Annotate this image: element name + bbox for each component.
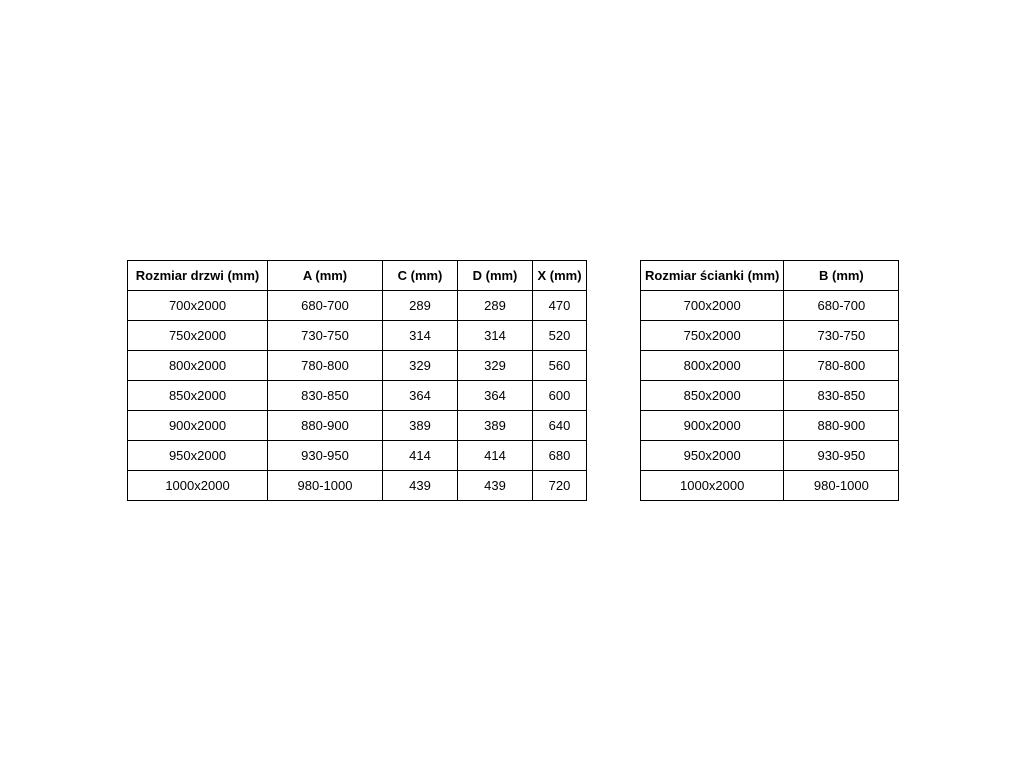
- table-header-row: [128, 261, 587, 291]
- table-cell: 439: [383, 471, 458, 501]
- table-cell: 730-750: [784, 321, 899, 351]
- table-cell: 364: [383, 381, 458, 411]
- table-cell: 314: [383, 321, 458, 351]
- table-row: [128, 381, 587, 411]
- table-cell: 329: [458, 351, 533, 381]
- table-cell: 389: [458, 411, 533, 441]
- table-cell: 950x2000: [641, 441, 784, 471]
- table-row: [128, 471, 587, 501]
- table-cell: 389: [383, 411, 458, 441]
- table-cell: 700x2000: [641, 291, 784, 321]
- column-header-a: A (mm): [268, 261, 383, 291]
- table-cell: 640: [533, 411, 587, 441]
- column-header-rozmiar-drzwi: Rozmiar drzwi (mm): [128, 261, 268, 291]
- table-cell: 329: [383, 351, 458, 381]
- column-header-x: X (mm): [533, 261, 587, 291]
- doors-spec-table: [127, 260, 587, 501]
- table-cell: 289: [458, 291, 533, 321]
- table-row: [641, 381, 899, 411]
- table-cell: 900x2000: [641, 411, 784, 441]
- table-cell: 980-1000: [268, 471, 383, 501]
- table-cell: 414: [458, 441, 533, 471]
- table-cell: 950x2000: [128, 441, 268, 471]
- table-cell: 780-800: [784, 351, 899, 381]
- table-cell: 520: [533, 321, 587, 351]
- table-cell: 1000x2000: [128, 471, 268, 501]
- table-row: [128, 321, 587, 351]
- table-cell: 730-750: [268, 321, 383, 351]
- table-row: [128, 291, 587, 321]
- table-cell: 700x2000: [128, 291, 268, 321]
- table-cell: 780-800: [268, 351, 383, 381]
- wall-spec-table: [640, 260, 899, 501]
- table-row: [128, 441, 587, 471]
- table-cell: 439: [458, 471, 533, 501]
- table-cell: 750x2000: [128, 321, 268, 351]
- column-header-rozmiar-scianki: Rozmiar ścianki (mm): [641, 261, 784, 291]
- table-cell: 880-900: [268, 411, 383, 441]
- table-cell: 750x2000: [641, 321, 784, 351]
- table-cell: 680-700: [784, 291, 899, 321]
- table-cell: 830-850: [268, 381, 383, 411]
- column-header-d: D (mm): [458, 261, 533, 291]
- table-cell: 800x2000: [128, 351, 268, 381]
- table-cell: 680-700: [268, 291, 383, 321]
- table-row: [641, 411, 899, 441]
- table-cell: 470: [533, 291, 587, 321]
- table-row: [128, 411, 587, 441]
- table-header-row: [641, 261, 899, 291]
- table-cell: 414: [383, 441, 458, 471]
- column-header-b: B (mm): [784, 261, 899, 291]
- table-row: [128, 351, 587, 381]
- table-row: [641, 471, 899, 501]
- table-cell: 930-950: [784, 441, 899, 471]
- table-row: [641, 291, 899, 321]
- table-cell: 880-900: [784, 411, 899, 441]
- table-cell: 850x2000: [128, 381, 268, 411]
- table-cell: 930-950: [268, 441, 383, 471]
- table-row: [641, 441, 899, 471]
- table-cell: 720: [533, 471, 587, 501]
- table-row: [641, 321, 899, 351]
- column-header-c: C (mm): [383, 261, 458, 291]
- table-cell: 830-850: [784, 381, 899, 411]
- table-cell: 800x2000: [641, 351, 784, 381]
- table-cell: 364: [458, 381, 533, 411]
- table-cell: 900x2000: [128, 411, 268, 441]
- table-cell: 560: [533, 351, 587, 381]
- table-row: [641, 351, 899, 381]
- table-cell: 314: [458, 321, 533, 351]
- table-cell: 680: [533, 441, 587, 471]
- table-cell: 600: [533, 381, 587, 411]
- table-cell: 980-1000: [784, 471, 899, 501]
- table-cell: 289: [383, 291, 458, 321]
- table-cell: 850x2000: [641, 381, 784, 411]
- table-cell: 1000x2000: [641, 471, 784, 501]
